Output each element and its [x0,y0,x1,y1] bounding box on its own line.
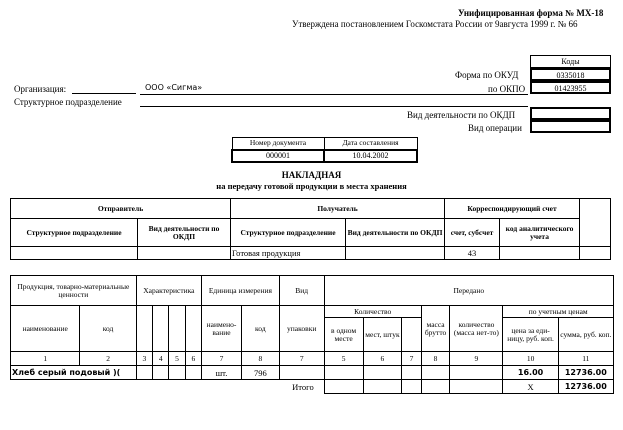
row-product-name: Хлеб серый подовый )( [11,366,137,380]
net-header: количество (масса нет-то) [450,306,503,352]
doc-table [231,137,418,163]
col-number: 7 [402,352,421,366]
org-label: Организация: [14,84,67,94]
total-label: Итого [292,381,314,392]
total-x: X [503,380,558,394]
org-label-underline [72,93,136,94]
receiver-division-value: Готовая продукция [231,247,346,260]
sender-division: Структурное подразделение [11,219,138,247]
row-unit-code: 796 [241,366,279,380]
okud-value: 0335018 [530,68,611,81]
col-number: 10 [503,352,558,366]
org-value-underline [140,94,528,95]
doc-date: 10.04.2002 [324,150,417,162]
operation-label: Вид операции [468,123,522,133]
one-place-header: в одном месте [324,318,363,352]
transferred-header: Передано [324,276,613,306]
okdp-label: Вид деятельности по ОКДП [407,110,516,120]
col-number: 5 [324,352,363,366]
okpo-value: 01423955 [530,81,611,94]
row-unit: шт. [202,366,242,380]
gross-header: масса брутто [421,306,450,352]
product-header: Продукция, товарно-материальные ценности [11,276,137,306]
items-table [10,275,614,394]
analytic-header: код аналитического учета [500,219,580,247]
price-header: цена за еди-ницу, руб. коп. [503,318,558,352]
unit-code-header: код [241,306,279,352]
col-number: 8 [421,352,450,366]
receiver-header: Получатель [231,199,445,219]
col-number: 6 [185,352,201,366]
form-name: Унифицированная форма № МХ-18 [458,8,604,18]
account-header: Корреспондирующий счет [445,199,580,219]
col-number: 6 [363,352,402,366]
col-number: 4 [153,352,169,366]
places-header: мест, штук [363,318,402,352]
name-header: наименование [11,306,80,352]
col-number: 3 [136,352,152,366]
doc-title: НАКЛАДНАЯ [281,170,342,180]
unit-header: Единица измерения [202,276,280,306]
account-sub-header: счет, субсчет [445,219,500,247]
total-sum: 12736.00 [558,380,613,394]
division-underline [140,106,528,107]
col-number: 8 [241,352,279,366]
doc-number: 000001 [232,150,324,162]
okpo-label: по ОКПО [488,84,526,94]
receiver-division-header: Структурное подразделение [231,219,346,247]
code-header: код [80,306,136,352]
okdp-value [530,107,611,120]
doc-subtitle: на передачу готовой продукции в места хранения [216,181,407,191]
division-label: Структурное подразделение [14,97,122,107]
operation-value [530,120,611,133]
characteristic-header: Характеристика [136,276,201,306]
receiver-okdp: Вид деятельности по ОКДП [346,219,445,247]
codes-title: Коды [530,55,611,68]
row-sum: 12736.00 [558,366,613,380]
quantity-header: Количество [324,306,421,318]
row-price: 16.00 [503,366,558,380]
col-number: 2 [80,352,136,366]
org-value: ООО «Сигма» [145,83,203,92]
col-number: 1 [11,352,80,366]
col-number: 11 [558,352,613,366]
sender-header: Отправитель [11,199,231,219]
unit-name-header: наимено-вание [202,306,242,352]
col-number: 7 [279,352,324,366]
parties-table [10,198,611,260]
sum-header: сумма, руб. коп. [558,318,613,352]
okud-label: Форма по ОКУД [455,70,519,80]
col-number: 7 [202,352,242,366]
pack-header: Вид [279,276,324,306]
doc-date-header: Дата составления [324,138,417,150]
approved-text: Утверждена постановлением Госкомстата России от 9августа 1999 г. № 66 [292,19,578,29]
pack-sub-header: упаковки [279,306,324,352]
col-number: 5 [169,352,185,366]
sender-okdp: Вид деятельности по ОКДП [138,219,231,247]
col-number: 9 [450,352,503,366]
by-prices-header: по учетным ценам [503,306,614,318]
doc-number-header: Номер документа [232,138,324,150]
account-value: 43 [445,247,500,260]
